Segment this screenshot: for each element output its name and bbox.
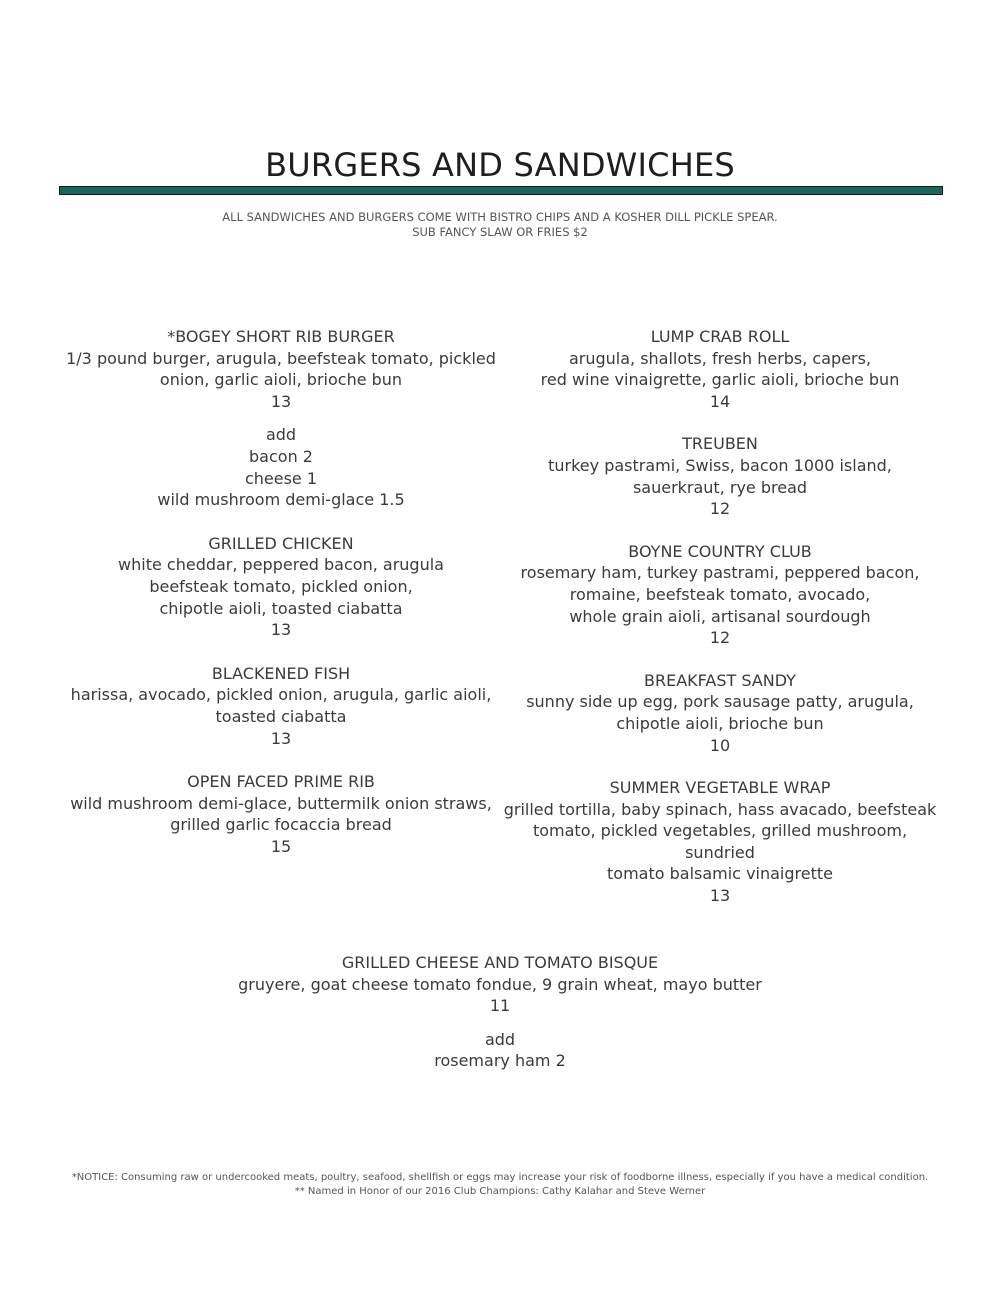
item-description: gruyere, goat cheese tomato fondue, 9 grain wheat, mayo butter <box>238 974 762 994</box>
menu-item-summer-vegetable-wrap <box>500 777 940 907</box>
item-description: turkey pastrami, Swiss, bacon 1000 island, sauerkraut, rye bread <box>548 455 892 497</box>
subtitle-line-2: SUB FANCY SLAW OR FRIES $2 <box>412 225 588 239</box>
item-description: rosemary ham, turkey pastrami, peppered bacon, romaine, beefsteak tomato, avocado, whole grain aioli, artisanal sourdough <box>520 563 920 626</box>
item-price: 14 <box>709 391 731 411</box>
menu-item-bogey-short-rib-burger <box>62 326 500 412</box>
item-description: 1/3 pound burger, arugula, beefsteak tomato, pickled onion, garlic aioli, brioche bun <box>66 348 496 390</box>
menu-item-open-faced-prime-rib <box>62 771 500 857</box>
menu-item-boyne-country-club <box>500 541 940 649</box>
item-price: 12 <box>709 628 731 648</box>
item-name: LUMP CRAB ROLL <box>650 327 790 346</box>
item-description: harissa, avocado, pickled onion, arugula, garlic aioli, toasted ciabatta <box>70 685 492 726</box>
title-divider <box>59 186 943 195</box>
menu-item-treuben <box>500 433 940 519</box>
item-name: GRILLED CHEESE AND TOMATO BISQUE <box>341 953 659 972</box>
addon-item: cheese 1 <box>244 468 318 488</box>
addon-item: wild mushroom demi-glace 1.5 <box>157 490 405 510</box>
burger-addons <box>62 424 500 510</box>
menu-subtitle <box>0 210 1000 240</box>
page-title: BURGERS AND SANDWICHES <box>265 146 735 184</box>
left-menu-column <box>62 326 500 857</box>
menu-item-grilled-cheese-tomato-bisque <box>0 952 1000 1072</box>
footer-notices <box>0 1171 1000 1199</box>
subtitle-line-1: ALL SANDWICHES AND BURGERS COME WITH BISTRO CHIPS AND A KOSHER DILL PICKLE SPEAR. <box>222 210 778 224</box>
item-price: 12 <box>709 499 731 519</box>
item-name: BREAKFAST SANDY <box>644 670 796 690</box>
item-price: 13 <box>270 728 292 748</box>
menu-item-lump-crab-roll <box>500 326 940 412</box>
item-description: white cheddar, peppered bacon, arugula beefsteak tomato, pickled onion, chipotle aioli, toasted ciabatta <box>118 555 444 618</box>
item-price: 11 <box>489 996 511 1016</box>
menu-item-blackened-fish <box>62 663 500 749</box>
item-price: 15 <box>270 836 292 856</box>
addon-item: bacon 2 <box>249 446 313 466</box>
item-price: 13 <box>270 620 292 640</box>
item-description: sunny side up egg, pork sausage patty, arugula, chipotle aioli, brioche bun <box>526 692 914 733</box>
item-description: arugula, shallots, fresh herbs, capers, red wine vinaigrette, garlic aioli, brioche bun <box>540 348 900 390</box>
item-name: TREUBEN <box>682 434 758 454</box>
addon-label: add <box>484 1029 516 1049</box>
item-name: BOYNE COUNTRY CLUB <box>628 541 812 561</box>
item-price: 10 <box>709 735 731 755</box>
menu-item-breakfast-sandy <box>500 670 940 756</box>
addon-item: rosemary ham 2 <box>434 1051 566 1071</box>
addon-label: add <box>265 425 297 445</box>
item-price: 13 <box>270 391 292 411</box>
item-description: grilled tortilla, baby spinach, hass avacado, beefsteak tomato, pickled vegetables, grilled mushroom, sundried tomato balsamic vinaigrette <box>503 799 937 884</box>
item-name: BLACKENED FISH <box>211 663 351 683</box>
item-name: *BOGEY SHORT RIB BURGER <box>167 327 395 346</box>
right-menu-column <box>500 326 940 907</box>
item-name: SUMMER VEGETABLE WRAP <box>609 778 831 798</box>
item-price: 13 <box>709 886 731 906</box>
item-name: GRILLED CHICKEN <box>208 533 354 553</box>
item-description: wild mushroom demi-glace, buttermilk onion straws, grilled garlic focaccia bread <box>70 793 492 835</box>
item-name: OPEN FACED PRIME RIB <box>187 772 375 792</box>
honor-note: ** Named in Honor of our 2016 Club Champions: Cathy Kalahar and Steve Werner <box>294 1186 706 1197</box>
food-safety-notice: *NOTICE: Consuming raw or undercooked meats, poultry, seafood, shellfish or eggs may increase your risk of foodborne illness, especially if you have a medical condition. <box>71 1172 929 1183</box>
menu-item-grilled-chicken <box>62 533 500 641</box>
